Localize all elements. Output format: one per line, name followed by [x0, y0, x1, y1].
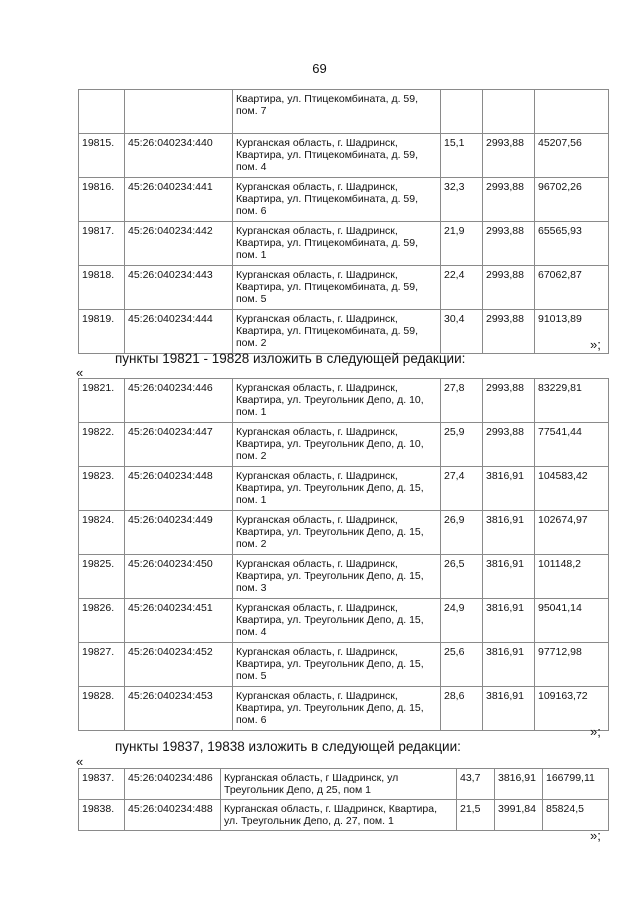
address: Курганская область, г. Шадринск, Квартира, ул. Птицекомбината, д. 59, пом. 6 — [233, 178, 441, 222]
row-number: 19825. — [79, 555, 125, 599]
address: Курганская область, г. Шадринск, Квартира, ул. Треугольник Депо, д. 10, пом. 1 — [233, 379, 441, 423]
cadastral-number: 45:26:040234:451 — [125, 599, 233, 643]
area: 24,9 — [441, 599, 483, 643]
row-number: 19837. — [79, 769, 125, 800]
price: 2993,88 — [483, 379, 535, 423]
value — [535, 90, 609, 134]
row-number: 19838. — [79, 800, 125, 831]
row-number: 19828. — [79, 687, 125, 731]
table-row — [79, 467, 609, 511]
table-row — [79, 222, 609, 266]
address: Курганская область, г. Шадринск, Квартира, ул. Треугольник Депо, д. 15, пом. 1 — [233, 467, 441, 511]
cadastral-number: 45:26:040234:444 — [125, 310, 233, 354]
closing-quote-mark: »; — [590, 828, 601, 843]
area: 21,9 — [441, 222, 483, 266]
row-number: 19816. — [79, 178, 125, 222]
cadastral-number: 45:26:040234:442 — [125, 222, 233, 266]
table-row — [79, 178, 609, 222]
price: 2993,88 — [483, 310, 535, 354]
row-number: 19817. — [79, 222, 125, 266]
area: 43,7 — [457, 769, 495, 800]
closing-quote-mark: »; — [590, 337, 601, 352]
price: 2993,88 — [483, 178, 535, 222]
price: 3816,91 — [483, 555, 535, 599]
cadastral-number: 45:26:040234:441 — [125, 178, 233, 222]
cadastral-number: 45:26:040234:453 — [125, 687, 233, 731]
address: Курганская область, г. Шадринск, Квартира, ул. Птицекомбината, д. 59, пом. 1 — [233, 222, 441, 266]
value: 96702,26 — [535, 178, 609, 222]
area: 30,4 — [441, 310, 483, 354]
page-number: 69 — [312, 61, 327, 76]
value: 97712,98 — [535, 643, 609, 687]
address: Курганская область, г Шадринск, ул Треугольник Депо, д 25, пом 1 — [221, 769, 457, 800]
cadastral-number: 45:26:040234:450 — [125, 555, 233, 599]
row-number — [79, 90, 125, 134]
address: Курганская область, г. Шадринск, Квартира, ул. Треугольник Депо, д. 15, пом. 2 — [233, 511, 441, 555]
value: 101148,2 — [535, 555, 609, 599]
area: 22,4 — [441, 266, 483, 310]
table-row — [79, 266, 609, 310]
price: 3816,91 — [483, 511, 535, 555]
address: Курганская область, г. Шадринск, Квартира, ул. Птицекомбината, д. 59, пом. 5 — [233, 266, 441, 310]
table-row — [79, 90, 609, 134]
price: 3816,91 — [483, 599, 535, 643]
row-number: 19819. — [79, 310, 125, 354]
closing-quote-mark: »; — [590, 724, 601, 739]
value: 83229,81 — [535, 379, 609, 423]
address: Курганская область, г. Шадринск, Квартира, ул. Треугольник Депо, д. 15, пом. 5 — [233, 643, 441, 687]
cadastral-number — [125, 90, 233, 134]
value: 67062,87 — [535, 266, 609, 310]
row-number: 19824. — [79, 511, 125, 555]
row-number: 19818. — [79, 266, 125, 310]
price: 3816,91 — [483, 467, 535, 511]
registry-table-1 — [78, 89, 609, 354]
table-row — [79, 555, 609, 599]
row-number: 19826. — [79, 599, 125, 643]
cadastral-number: 45:26:040234:452 — [125, 643, 233, 687]
table-row — [79, 599, 609, 643]
registry-table-2 — [78, 378, 609, 731]
value: 166799,11 — [543, 769, 609, 800]
area: 27,8 — [441, 379, 483, 423]
price: 2993,88 — [483, 423, 535, 467]
amendment-paragraph: пункты 19821 - 19828 изложить в следующей редакции: — [115, 351, 466, 366]
amendment-paragraph: пункты 19837, 19838 изложить в следующей редакции: — [115, 739, 461, 754]
cadastral-number: 45:26:040234:488 — [125, 800, 221, 831]
price: 2993,88 — [483, 222, 535, 266]
cadastral-number: 45:26:040234:443 — [125, 266, 233, 310]
row-number: 19823. — [79, 467, 125, 511]
price: 2993,88 — [483, 266, 535, 310]
cadastral-number: 45:26:040234:440 — [125, 134, 233, 178]
area: 21,5 — [457, 800, 495, 831]
row-number: 19827. — [79, 643, 125, 687]
price: 3816,91 — [495, 769, 543, 800]
address: Курганская область, г. Шадринск, Квартира, ул. Птицекомбината, д. 59, пом. 4 — [233, 134, 441, 178]
opening-quote-mark: « — [76, 365, 84, 380]
table-row — [79, 643, 609, 687]
area: 25,9 — [441, 423, 483, 467]
area: 15,1 — [441, 134, 483, 178]
price — [483, 90, 535, 134]
price: 3991,84 — [495, 800, 543, 831]
cadastral-number: 45:26:040234:486 — [125, 769, 221, 800]
area — [441, 90, 483, 134]
area: 32,3 — [441, 178, 483, 222]
value: 65565,93 — [535, 222, 609, 266]
table-row — [79, 423, 609, 467]
row-number: 19821. — [79, 379, 125, 423]
address: Курганская область, г. Шадринск, Квартира, ул. Птицекомбината, д. 59, пом. 2 — [233, 310, 441, 354]
address: Курганская область, г. Шадринск, Квартира, ул. Треугольник Депо, д. 15, пом. 4 — [233, 599, 441, 643]
cadastral-number: 45:26:040234:449 — [125, 511, 233, 555]
value: 45207,56 — [535, 134, 609, 178]
table-row — [79, 511, 609, 555]
table-row — [79, 800, 609, 831]
area: 26,5 — [441, 555, 483, 599]
value: 85824,5 — [543, 800, 609, 831]
area: 26,9 — [441, 511, 483, 555]
value: 109163,72 — [535, 687, 609, 731]
registry-table-3 — [78, 768, 609, 831]
price: 3816,91 — [483, 643, 535, 687]
area: 27,4 — [441, 467, 483, 511]
cadastral-number: 45:26:040234:447 — [125, 423, 233, 467]
address: Курганская область, г. Шадринск, Квартира, ул. Треугольник Депо, д. 15, пом. 6 — [233, 687, 441, 731]
row-number: 19822. — [79, 423, 125, 467]
address: Курганская область, г. Шадринск, Квартира, ул. Треугольник Депо, д. 15, пом. 3 — [233, 555, 441, 599]
price: 2993,88 — [483, 134, 535, 178]
value: 102674,97 — [535, 511, 609, 555]
value: 95041,14 — [535, 599, 609, 643]
value: 91013,89 — [535, 310, 609, 354]
table-row — [79, 310, 609, 354]
address: Квартира, ул. Птицекомбината, д. 59, пом. 7 — [233, 90, 441, 134]
cadastral-number: 45:26:040234:446 — [125, 379, 233, 423]
address: Курганская область, г. Шадринск, Квартира, ул. Треугольник Депо, д. 10, пом. 2 — [233, 423, 441, 467]
table-row — [79, 379, 609, 423]
cadastral-number: 45:26:040234:448 — [125, 467, 233, 511]
table-row — [79, 769, 609, 800]
row-number: 19815. — [79, 134, 125, 178]
address: Курганская область, г. Шадринск, Квартира, ул. Треугольник Депо, д. 27, пом. 1 — [221, 800, 457, 831]
price: 3816,91 — [483, 687, 535, 731]
area: 25,6 — [441, 643, 483, 687]
value: 77541,44 — [535, 423, 609, 467]
table-row — [79, 134, 609, 178]
area: 28,6 — [441, 687, 483, 731]
value: 104583,42 — [535, 467, 609, 511]
table-row — [79, 687, 609, 731]
opening-quote-mark: « — [76, 754, 84, 769]
